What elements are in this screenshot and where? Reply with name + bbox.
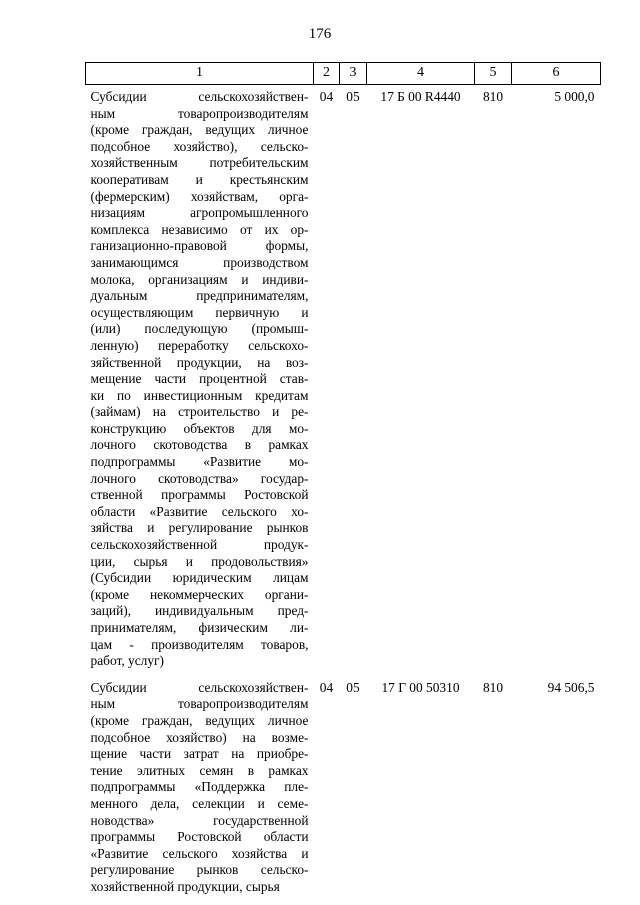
row-target-article: 17 Б 00 R4440 xyxy=(380,89,461,104)
description-line: осуществляющим первичную и xyxy=(90,304,309,320)
row-subsection: 05 xyxy=(346,89,360,104)
description-line: щение части затрат на приобре- xyxy=(90,746,309,762)
description-line: кооперативам и крестьянским xyxy=(90,171,309,187)
description-line: низациям агропромышленного xyxy=(90,205,309,221)
column-header-6: 6 xyxy=(512,63,601,85)
description-line: лочного скотоводства в рамках xyxy=(90,437,309,453)
row-expense-type: 810 xyxy=(482,89,504,104)
row-target-article: 17 Г 00 50310 xyxy=(381,679,460,695)
description-line: ганизационно-правовой формы, xyxy=(90,238,309,254)
row-amount: 94 506,5 xyxy=(547,679,595,695)
description-line: лочного скотоводства» государ- xyxy=(90,470,309,486)
description-line: подпрограммы «Поддержка пле- xyxy=(90,779,309,795)
budget-table xyxy=(85,62,601,896)
table-body xyxy=(86,85,601,896)
description-line: Субсидии сельскохозяйствен- xyxy=(90,679,309,695)
description-line: новодства» государственной xyxy=(90,812,309,828)
description-line: (кроме некоммерческих органи- xyxy=(90,586,309,602)
description-line: программы Ростовской области xyxy=(90,829,309,845)
row-amount: 5 000,0 xyxy=(554,89,595,104)
description-line: (займам) на строительство и ре- xyxy=(90,404,309,420)
description-line: (кроме граждан, ведущих личное xyxy=(90,712,309,728)
description-line: молока, организациям и индиви- xyxy=(90,271,309,287)
description-line: сельскохозяйственной продук- xyxy=(90,537,309,553)
description-line: зяйства и регулирование рынков xyxy=(90,520,309,536)
description-line: конструкцию объектов для мо- xyxy=(90,420,309,436)
description-line: комплекса независимо от их ор- xyxy=(90,221,309,237)
page-number: 176 xyxy=(308,26,332,42)
description-line: ным товаропроизводителям xyxy=(90,696,309,712)
description-line: (кроме граждан, ведущих личное xyxy=(90,122,309,138)
row-expense-type: 810 xyxy=(482,679,504,695)
column-header-4: 4 xyxy=(367,63,475,85)
table-row xyxy=(86,676,601,896)
description-line: области «Развитие сельского хо- xyxy=(90,503,309,519)
description-line: заций), индивидуальным пред- xyxy=(90,603,309,619)
description-line: зяйственной продукции, на воз- xyxy=(90,354,309,370)
description-line: ным товаропроизводителям xyxy=(90,105,309,121)
description-line: ции, сырья и продовольствия» xyxy=(90,553,309,569)
row-section: 04 xyxy=(319,679,334,695)
description-line: (фермерским) хозяйствам, орга- xyxy=(90,188,309,204)
description-line: менного дела, селекции и семе- xyxy=(90,795,309,811)
description-line: ленную) переработку сельскохо- xyxy=(90,337,309,353)
column-numbers-row xyxy=(86,63,601,85)
description-line: «Развитие сельского хозяйства и xyxy=(90,845,309,861)
description-line: хозяйственным потребительским xyxy=(90,155,309,171)
column-header-2: 2 xyxy=(314,63,340,85)
description-line: ственной программы Ростовской xyxy=(90,487,309,503)
description-line: дуальным предпринимателям, xyxy=(90,288,309,304)
description-line: цам - производителям товаров, xyxy=(90,636,309,652)
description-line: подсобное хозяйство) на возме- xyxy=(90,729,309,745)
description-line: ки по инвестиционным кредитам xyxy=(90,387,309,403)
description-line: подсобное хозяйство), сельско- xyxy=(90,138,309,154)
row-subsection: 05 xyxy=(346,679,360,695)
column-header-1: 1 xyxy=(86,63,314,85)
column-header-3: 3 xyxy=(340,63,367,85)
description-line: занимающимся производством xyxy=(90,254,309,270)
row-description xyxy=(86,676,314,896)
column-header-5: 5 xyxy=(475,63,512,85)
description-line: хозяйственной продукции, сырья xyxy=(90,878,280,894)
description-line: (или) последующую (промыш- xyxy=(90,321,309,337)
description-line: регулирование рынков сельско- xyxy=(90,862,309,878)
table-row xyxy=(86,85,601,670)
row-section: 04 xyxy=(319,89,334,104)
description-line: Субсидии сельскохозяйствен- xyxy=(90,89,309,104)
description-line: тение элитных семян в рамках xyxy=(90,762,309,778)
description-line: подпрограммы «Развитие мо- xyxy=(90,454,309,470)
description-line: работ, услуг) xyxy=(90,653,164,669)
description-line: принимателям, физическим ли- xyxy=(90,620,309,635)
row-description xyxy=(86,85,314,670)
description-line: (Субсидии юридическим лицам xyxy=(90,570,309,586)
description-line: мещение части процентной став- xyxy=(90,371,309,387)
